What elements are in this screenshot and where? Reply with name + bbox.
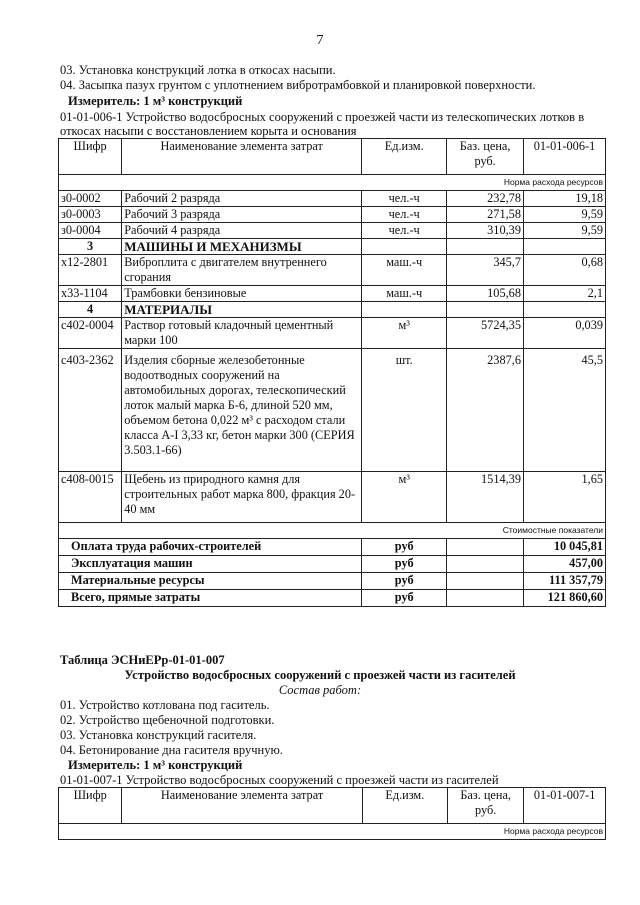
- header-unit: Ед.изм.: [362, 788, 447, 824]
- row-unit: маш.-ч: [362, 255, 447, 286]
- header-code: Шифр: [59, 788, 122, 824]
- row-value: 0,039: [523, 318, 605, 349]
- table-row: [59, 207, 606, 223]
- row-value: 19,18: [523, 191, 605, 207]
- row-code: с403-2362: [59, 349, 122, 472]
- row-code: х12-2801: [59, 255, 122, 286]
- row-code: с408-0015: [59, 472, 122, 523]
- summary-unit: руб: [362, 556, 447, 573]
- summary-label: Материальные ресурсы: [59, 573, 362, 590]
- section-title: МАТЕРИАЛЫ: [122, 302, 362, 318]
- summary-row: [59, 573, 606, 590]
- table-row: [59, 472, 606, 523]
- section-row-materials: [59, 302, 606, 318]
- table-header: [59, 788, 606, 824]
- table-row: [59, 318, 606, 349]
- row-code: х33-1104: [59, 286, 122, 302]
- row-name: Рабочий 4 разряда: [122, 223, 362, 239]
- row-name: Трамбовки бензиновые: [122, 286, 362, 302]
- summary-value: 10 045,81: [523, 539, 605, 556]
- summary-value: 121 860,60: [523, 590, 605, 607]
- table-header: [59, 139, 606, 175]
- row-value: 1,65: [523, 472, 605, 523]
- summary-unit: руб: [362, 539, 447, 556]
- summary-value: 457,00: [523, 556, 605, 573]
- norm-label: Норма расхода ресурсов: [59, 824, 606, 840]
- header-name: Наименование элемента затрат: [122, 139, 362, 175]
- cost-table-01-01-007-1: [58, 787, 606, 840]
- norm-label: Норма расхода ресурсов: [59, 175, 606, 191]
- row-name: Виброплита с двигателем внутреннего сгорания: [122, 255, 362, 286]
- row-unit: чел.-ч: [362, 223, 447, 239]
- row-code: з0-0003: [59, 207, 122, 223]
- summary-row-total: [59, 590, 606, 607]
- row-value: 9,59: [523, 207, 605, 223]
- work-item: 02. Устройство щебеночной подготовки.: [60, 713, 275, 727]
- row-name: Изделия сборные железобетонные водоотводных сооружений на автомобильных дорогах, телескопический лоток малый марка Б-6, длиной 520 мм, объемом бетона 0,022 м³ с расходом стали класса А-I 3,33 кг, бетон марки 300 (СЕРИЯ 3.503.1-66): [122, 349, 362, 472]
- row-value: 9,59: [523, 223, 605, 239]
- measure-unit: Измеритель: 1 м³ конструкций: [68, 94, 243, 108]
- section-subheading: Состав работ:: [278, 683, 362, 697]
- summary-value: 111 357,79: [523, 573, 605, 590]
- summary-label: Эксплуатация машин: [59, 556, 362, 573]
- row-price: 5724,35: [447, 318, 524, 349]
- row-price: 310,39: [447, 223, 524, 239]
- row-name: Щебень из природного камня для строительных работ марка 800, фракция 20-40 мм: [122, 472, 362, 523]
- section-row-machines: [59, 239, 606, 255]
- norm-description-2: 01-01-007-1 Устройство водосбросных сооружений с проезжей части из гасителей: [60, 773, 499, 787]
- header-norm-code: 01-01-007-1: [524, 788, 606, 824]
- table-row: [59, 286, 606, 302]
- work-item: 03. Установка конструкций гасителя.: [60, 728, 257, 742]
- row-unit: маш.-ч: [362, 286, 447, 302]
- header-price: Баз. цена, руб.: [447, 139, 524, 175]
- table-row: [59, 191, 606, 207]
- header-price: Баз. цена, руб.: [448, 788, 524, 824]
- row-value: 0,68: [523, 255, 605, 286]
- row-price: 1514,39: [447, 472, 524, 523]
- table-title: Таблица ЭСНиЕРр-01-01-007: [60, 653, 225, 667]
- row-code: з0-0004: [59, 223, 122, 239]
- work-item: 04. Бетонирование дна гасителя вручную.: [60, 743, 283, 757]
- work-item-03: 03. Установка конструкций лотка в откосах насыпи.: [60, 63, 336, 77]
- summary-label: Оплата труда рабочих-строителей: [59, 539, 362, 556]
- row-name: Рабочий 3 разряда: [122, 207, 362, 223]
- row-code: з0-0002: [59, 191, 122, 207]
- work-item-04: 04. Засыпка пазух грунтом с уплотнением вибротрамбовкой и планировкой поверхности.: [60, 78, 536, 92]
- cost-table-01-01-006-1: [58, 138, 606, 607]
- cost-indicators-label: Стоимостные показатели: [59, 523, 606, 539]
- row-unit: м³: [362, 472, 447, 523]
- table-row: [59, 349, 606, 472]
- row-unit: чел.-ч: [362, 207, 447, 223]
- section-number: 3: [59, 239, 122, 255]
- norm-description-cont: откосах насыпи с восстановлением корыта и основания: [60, 124, 357, 138]
- section-title: МАШИНЫ И МЕХАНИЗМЫ: [122, 239, 362, 255]
- row-unit: м³: [362, 318, 447, 349]
- row-price: 345,7: [447, 255, 524, 286]
- summary-label: Всего, прямые затраты: [59, 590, 362, 607]
- row-price: 271,58: [447, 207, 524, 223]
- summary-row: [59, 539, 606, 556]
- header-unit: Ед.изм.: [362, 139, 447, 175]
- header-name: Наименование элемента затрат: [122, 788, 362, 824]
- row-price: 2387,6: [447, 349, 524, 472]
- row-code: с402-0004: [59, 318, 122, 349]
- summary-row: [59, 556, 606, 573]
- summary-unit: руб: [362, 590, 447, 607]
- header-norm-code: 01-01-006-1: [523, 139, 605, 175]
- table-row: [59, 255, 606, 286]
- section-heading: Устройство водосбросных сооружений с проезжей части из гасителей: [124, 668, 516, 682]
- measure-unit-2: Измеритель: 1 м³ конструкций: [68, 758, 243, 772]
- row-value: 2,1: [523, 286, 605, 302]
- row-name: Раствор готовый кладочный цементный марки 100: [122, 318, 362, 349]
- norm-description: 01-01-006-1 Устройство водосбросных сооружений с проезжей части из телескопических лотков в: [60, 110, 585, 124]
- section-number: 4: [59, 302, 122, 318]
- row-price: 232,78: [447, 191, 524, 207]
- row-value: 45,5: [523, 349, 605, 472]
- summary-unit: руб: [362, 573, 447, 590]
- header-code: Шифр: [59, 139, 122, 175]
- row-unit: чел.-ч: [362, 191, 447, 207]
- row-unit: шт.: [362, 349, 447, 472]
- row-name: Рабочий 2 разряда: [122, 191, 362, 207]
- work-item: 01. Устройство котлована под гаситель.: [60, 698, 270, 712]
- table-row: [59, 223, 606, 239]
- page-number: 7: [316, 33, 324, 48]
- row-price: 105,68: [447, 286, 524, 302]
